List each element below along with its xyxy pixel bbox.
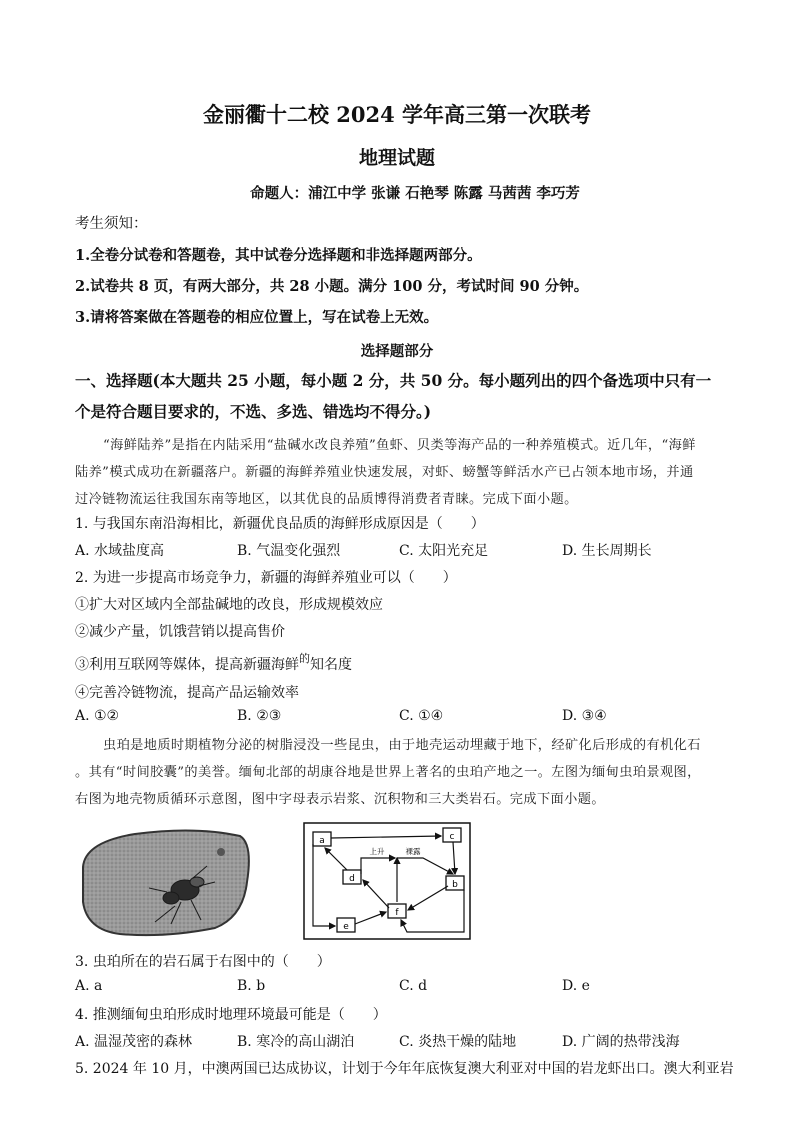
passage-2-line-1: 虫珀是地质时期植物分泌的树脂浸没一些昆虫，由于地壳运动埋藏于地下，经矿化后形成的有机化石 <box>103 738 701 753</box>
section-heading-line-2: 个是符合题目要求的，不选、多选、错选均不得分。) <box>75 402 432 421</box>
question-2-option-d[interactable]: D. ③④ <box>562 708 607 724</box>
question-3-option-b[interactable]: B. b <box>237 978 266 994</box>
node-d-label: d <box>349 874 355 884</box>
question-1-option-c[interactable]: C. 太阳光充足 <box>399 543 489 559</box>
part-title: 选择题部分 <box>360 343 434 360</box>
passage-2-line-3: 右图为地壳物质循环示意图，图中字母表示岩浆、沉积物和三大类岩石。完成下面小题。 <box>75 792 605 807</box>
passage-2-line-2: 。其有“时间胶囊”的美誉。缅甸北部的胡康谷地是世界上著名的虫珀产地之一。左图为缅甸虫珀景观图， <box>75 765 701 780</box>
question-2-item-3 <box>75 654 352 674</box>
node-b-label: b <box>452 880 458 890</box>
passage-1-line-2: 陆养”模式成功在新疆落户。新疆的海鲜养殖业快速发展，对虾、螃蟹等鲜活水产已占领本地市场，并通 <box>75 465 694 480</box>
page-title: 金丽衢十二校 2024 学年高三第一次联考 <box>202 102 592 127</box>
notice-item-2: 2.试卷共 8 页，有两大部分，共 28 小题。满分 100 分，考试时间 90 分钟。 <box>75 278 589 295</box>
label-exposed: 裸露 <box>405 847 421 856</box>
section-heading-line-1: 一、选择题(本大题共 25 小题，每小题 2 分，共 50 分。每小题列出的四个备选项中只有一 <box>75 371 712 390</box>
question-4-option-d[interactable]: D. 广阔的热带浅海 <box>562 1034 680 1050</box>
question-2-option-b[interactable]: B. ②③ <box>237 708 282 724</box>
question-1-option-d[interactable]: D. 生长周期长 <box>562 543 652 559</box>
author-line: 命题人：浦江中学 张谦 石艳琴 陈露 马茜茜 李巧芳 <box>250 185 580 202</box>
question-2-stem: 2. 为进一步提高市场竞争力，新疆的海鲜养殖业可以（ ） <box>75 570 457 586</box>
question-2-item-3-text-b: 知名度 <box>310 657 352 673</box>
question-1-option-b[interactable]: B. 气温变化强烈 <box>237 543 341 559</box>
node-f-label: f <box>395 908 399 918</box>
question-2-item-3-superscript: 的 <box>299 652 310 665</box>
notice-item-3: 3.请将答案做在答题卷的相应位置上，写在试卷上无效。 <box>75 309 439 326</box>
question-1-option-a[interactable]: A. 水域盐度高 <box>75 543 165 559</box>
question-3-option-d[interactable]: D. e <box>562 978 590 994</box>
label-uplift: 上升 <box>369 847 385 856</box>
question-4-stem: 4. 推测缅甸虫珀形成时地理环境最可能是（ ） <box>75 1007 387 1023</box>
question-3-option-a[interactable]: A. a <box>75 978 103 994</box>
page-subtitle: 地理试题 <box>358 147 435 169</box>
question-3-option-c[interactable]: C. d <box>399 978 428 994</box>
question-3-stem: 3. 虫珀所在的岩石属于右图中的（ ） <box>75 954 331 970</box>
passage-1-line-1: “海鲜陆养”是指在内陆采用“盐碱水改良养殖”鱼虾、贝类等海产品的一种养殖模式。近几年，“海鲜 <box>103 438 696 453</box>
question-2-item-3-text-a: ③利用互联网等媒体，提高新疆海鲜 <box>75 657 299 673</box>
question-5-stem: 5. 2024 年 10 月，中澳两国已达成协议，计划于今年年底恢复澳大利亚对中国的岩龙虾出口。澳大利亚岩 <box>75 1061 734 1077</box>
node-a-label: a <box>319 836 325 846</box>
amber-stone <box>83 830 249 935</box>
question-2-option-c[interactable]: C. ①④ <box>399 708 444 724</box>
node-e-label: e <box>343 922 349 932</box>
question-4-option-b[interactable]: B. 寒冷的高山湖泊 <box>237 1034 355 1050</box>
question-2-item-4: ④完善冷链物流，提高产品运输效率 <box>75 685 299 701</box>
question-4-option-a[interactable]: A. 温湿茂密的森林 <box>75 1034 193 1050</box>
question-1-stem: 1. 与我国东南沿海相比，新疆优良品质的海鲜形成原因是（ ） <box>75 516 485 532</box>
rock-cycle-diagram <box>303 822 471 940</box>
question-4-option-c[interactable]: C. 炎热干燥的陆地 <box>399 1034 517 1050</box>
amber-photo <box>75 822 255 942</box>
passage-1-line-3: 过冷链物流运往我国东南等地区，以其优良的品质博得消费者青睐。完成下面小题。 <box>75 492 578 507</box>
notice-item-1: 1.全卷分试卷和答题卷，其中试卷分选择题和非选择题两部分。 <box>75 247 482 264</box>
question-2-option-a[interactable]: A. ①② <box>75 708 120 724</box>
question-2-item-2: ②减少产量，饥饿营销以提高售价 <box>75 624 285 640</box>
node-c-label: c <box>449 832 455 842</box>
question-2-item-1: ①扩大对区域内全部盐碱地的改良，形成规模效应 <box>75 597 383 613</box>
notice-heading: 考生须知： <box>75 216 148 232</box>
